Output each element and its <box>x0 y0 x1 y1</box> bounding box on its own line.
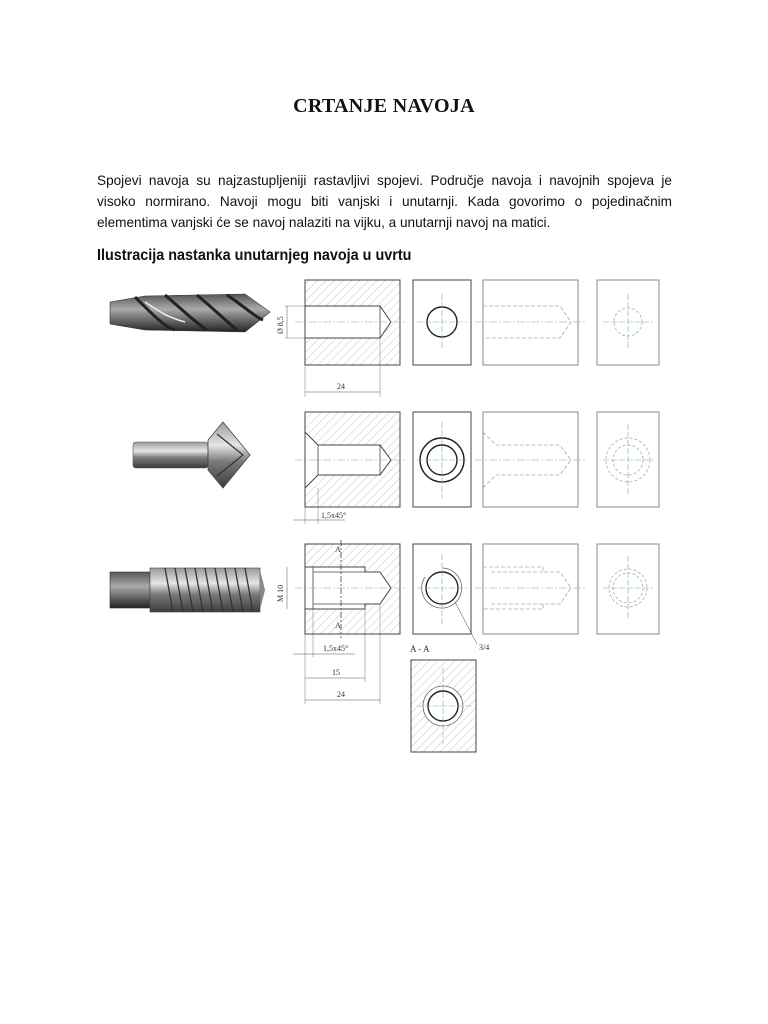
row3-depth-label: 24 <box>337 690 345 699</box>
section-a-a-drawing <box>410 644 476 752</box>
row2-side-view <box>475 412 585 507</box>
row3-thread-depth-label: 15 <box>332 668 340 677</box>
row3-fraction-label: 3/4 <box>479 643 490 652</box>
row1-end-view <box>597 280 659 365</box>
row3-section-mark-top: A <box>335 545 341 554</box>
figure-title: Ilustracija nastanka unutarnjeg navoja u uvrtu <box>97 247 412 264</box>
row3-chamfer-label: 1,5x45° <box>323 644 349 653</box>
row3-thread-label: M 10 <box>276 584 285 602</box>
drill-bit-image <box>110 294 270 332</box>
row3-section-drawing <box>276 540 405 704</box>
row2-chamfer-label: 1,5x45° <box>321 511 347 520</box>
row3-side-view <box>475 544 585 634</box>
row2-top-view <box>413 412 471 507</box>
tap-image <box>110 568 265 612</box>
row1-top-view <box>413 280 471 365</box>
row2-section-drawing <box>293 412 405 524</box>
page-title: CRTANJE NAVOJA <box>293 95 475 117</box>
row1-section-drawing <box>276 280 405 397</box>
thread-illustration <box>105 272 665 762</box>
row3-end-view <box>597 544 659 634</box>
intro-paragraph: Spojevi navoja su najzastupljeniji rastavljivi spojevi. Područje navoja i navojnih spojeva je visoko normirano. Navoji mogu biti vanjski i unutarnji. Kada govorimo o pojedinačnim elementima vanjski će se navoj nalaziti na vijku, a unutarnji navoj na matici. <box>97 173 672 230</box>
countersink-image <box>133 422 250 488</box>
row1-diameter-label: Ø 8,5 <box>276 316 285 334</box>
row1-side-view <box>475 280 585 365</box>
section-a-a-label: A - A <box>410 644 430 654</box>
row3-top-view <box>413 544 489 652</box>
row1-depth-label: 24 <box>337 382 345 391</box>
row3-section-mark-bottom: A <box>335 621 341 630</box>
row2-end-view <box>597 412 659 507</box>
